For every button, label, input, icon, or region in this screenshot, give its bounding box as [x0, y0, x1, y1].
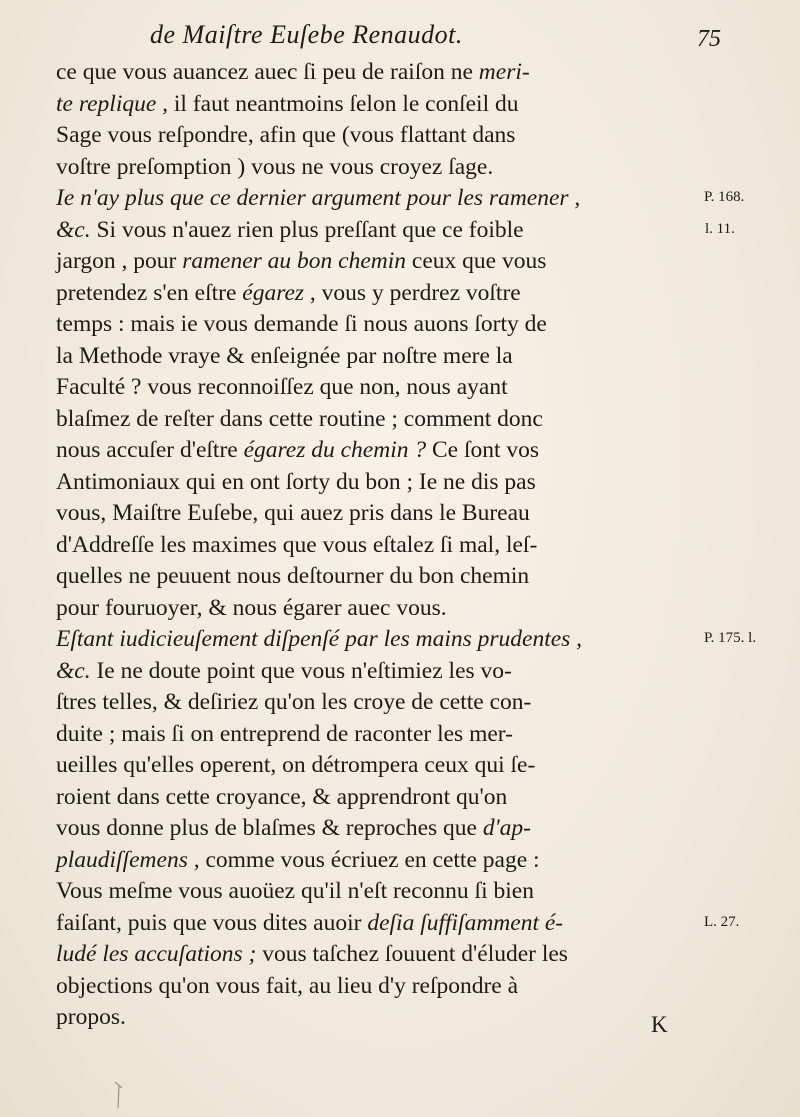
- text-run: temps : mais ie vous demande ſi nous auons ſorty de: [56, 311, 547, 337]
- text-run: Ce ſont vos: [426, 437, 540, 463]
- text-line: [56, 435, 696, 467]
- text-run: faiſant, puis que vous dites auoir: [56, 909, 368, 936]
- italic-run: Eſtant iudicieuſement diſpenſé par les mains prudentes ,: [56, 626, 583, 652]
- running-head: de Maiſtre Euſebe Renaudot.: [150, 20, 463, 49]
- text-run: blaſmez de reſter dans cette routine ; comment donc: [56, 405, 543, 432]
- text-line: [56, 813, 696, 845]
- text-run: ce que vous auancez auec ſi peu de raiſon ne: [56, 59, 479, 85]
- page-number: 75: [697, 26, 721, 52]
- text-line: [56, 656, 696, 688]
- text-run: Sage vous reſpondre, afin que (vous flattant dans: [56, 122, 516, 148]
- catchword: K: [651, 1012, 668, 1037]
- italic-run: ludé les accuſations ;: [56, 941, 257, 967]
- margin-note: l. 11.: [705, 220, 735, 237]
- text-line: [56, 1002, 696, 1034]
- italic-run: &c.: [56, 216, 91, 243]
- text-run: ueilles qu'elles operent, on détrompera ceux qui ſe-: [56, 752, 536, 778]
- text-run: objections qu'on vous fait, au lieu d'y reſpondre à: [56, 972, 519, 999]
- text-line: [56, 908, 696, 940]
- text-line: [56, 687, 696, 719]
- text-run: ſtres telles, & deſiriez qu'on les croye de cette con-: [56, 689, 532, 715]
- italic-run: te replique ,: [56, 90, 169, 117]
- text-run: propos.: [56, 1004, 126, 1030]
- italic-run: Ie n'ay plus que ce dernier argument pour les ramener ,: [56, 185, 581, 211]
- text-run: ceux que vous: [406, 248, 547, 274]
- text-line: [56, 404, 696, 436]
- text-line: [56, 309, 696, 341]
- text-line: [56, 215, 696, 247]
- text-run: d'Addreſſe les maximes que vous eſtalez ſi mal, leſ-: [56, 531, 538, 558]
- italic-run: &c.: [56, 657, 91, 684]
- text-run: jargon , pour: [56, 248, 183, 274]
- text-run: nous accuſer d'eſtre: [56, 437, 244, 463]
- text-line: [56, 530, 696, 562]
- text-line: [56, 57, 696, 89]
- text-run: pour fouruoyer, & nous égarer auec vous.: [56, 594, 447, 621]
- text-line: [56, 593, 696, 625]
- text-run: roient dans cette croyance, & apprendront qu'on: [56, 783, 508, 810]
- text-line: [56, 498, 696, 530]
- italic-run: d'ap-: [482, 815, 531, 841]
- text-line: [56, 183, 696, 215]
- text-line: [56, 467, 696, 499]
- text-run: comme vous écriuez en cette page :: [199, 846, 540, 873]
- text-run: Si vous n'auez rien plus preſſant que ce foible: [90, 216, 524, 243]
- italic-run: égarez du chemin ?: [243, 437, 427, 463]
- text-run: vous donne plus de blaſmes & reproches que: [56, 815, 483, 841]
- page-header: [0, 16, 800, 56]
- italic-run: égarez: [242, 279, 305, 306]
- italic-run: meri-: [478, 59, 530, 85]
- text-line: [56, 939, 696, 971]
- text-line: [56, 120, 696, 152]
- body-text: [56, 57, 696, 1034]
- text-line: [56, 278, 696, 310]
- text-line: [56, 876, 696, 908]
- text-line: [56, 624, 696, 656]
- text-line: [56, 782, 696, 814]
- text-run: voſtre preſomption ) vous ne vous croyez ſage.: [56, 153, 494, 180]
- text-line: [56, 719, 696, 751]
- margin-note: P. 175. l.: [704, 630, 757, 646]
- text-run: vous, Maiſtre Euſebe, qui auez pris dans le Bureau: [56, 500, 530, 526]
- text-run: pretendez s'en eſtre: [56, 279, 243, 306]
- text-run: vous taſchez ſouuent d'éluder les: [256, 941, 568, 967]
- text-line: [56, 845, 696, 877]
- text-line: [56, 89, 696, 121]
- text-run: Vous meſme vous auoüez qu'il n'eſt reconnu ſi bien: [56, 878, 534, 904]
- italic-run: deſia ſuffiſamment é-: [367, 909, 564, 936]
- italic-run: ramener au bon chemin: [182, 248, 407, 274]
- text-line: [56, 246, 696, 278]
- text-line: [56, 152, 696, 184]
- margin-note: L. 27.: [704, 913, 740, 930]
- text-run: duite ; mais ſi on entreprend de raconter les mer-: [56, 720, 513, 747]
- text-line: [56, 971, 696, 1003]
- text-run: la Methode vraye & enſeignée par noſtre mere la: [56, 342, 513, 369]
- italic-run: plaudiſſemens ,: [56, 846, 200, 873]
- ink-mark: [112, 1080, 126, 1110]
- text-run: , vous y perdrez voſtre: [304, 279, 521, 306]
- text-run: il faut neantmoins ſelon le conſeil du: [168, 90, 519, 117]
- text-line: [56, 341, 696, 373]
- text-run: Antimoniaux qui en ont ſorty du bon ; Ie ne dis pas: [56, 468, 536, 495]
- margin-note: P. 168.: [704, 189, 745, 205]
- text-run: Ie ne doute point que vous n'eſtimiez les vo-: [90, 657, 512, 684]
- text-line: [56, 750, 696, 782]
- text-line: [56, 561, 696, 593]
- text-run: Faculté ? vous reconnoiſſez que non, nous ayant: [56, 374, 508, 400]
- text-line: [56, 372, 696, 404]
- text-run: quelles ne peuuent nous deſtourner du bon chemin: [56, 563, 530, 589]
